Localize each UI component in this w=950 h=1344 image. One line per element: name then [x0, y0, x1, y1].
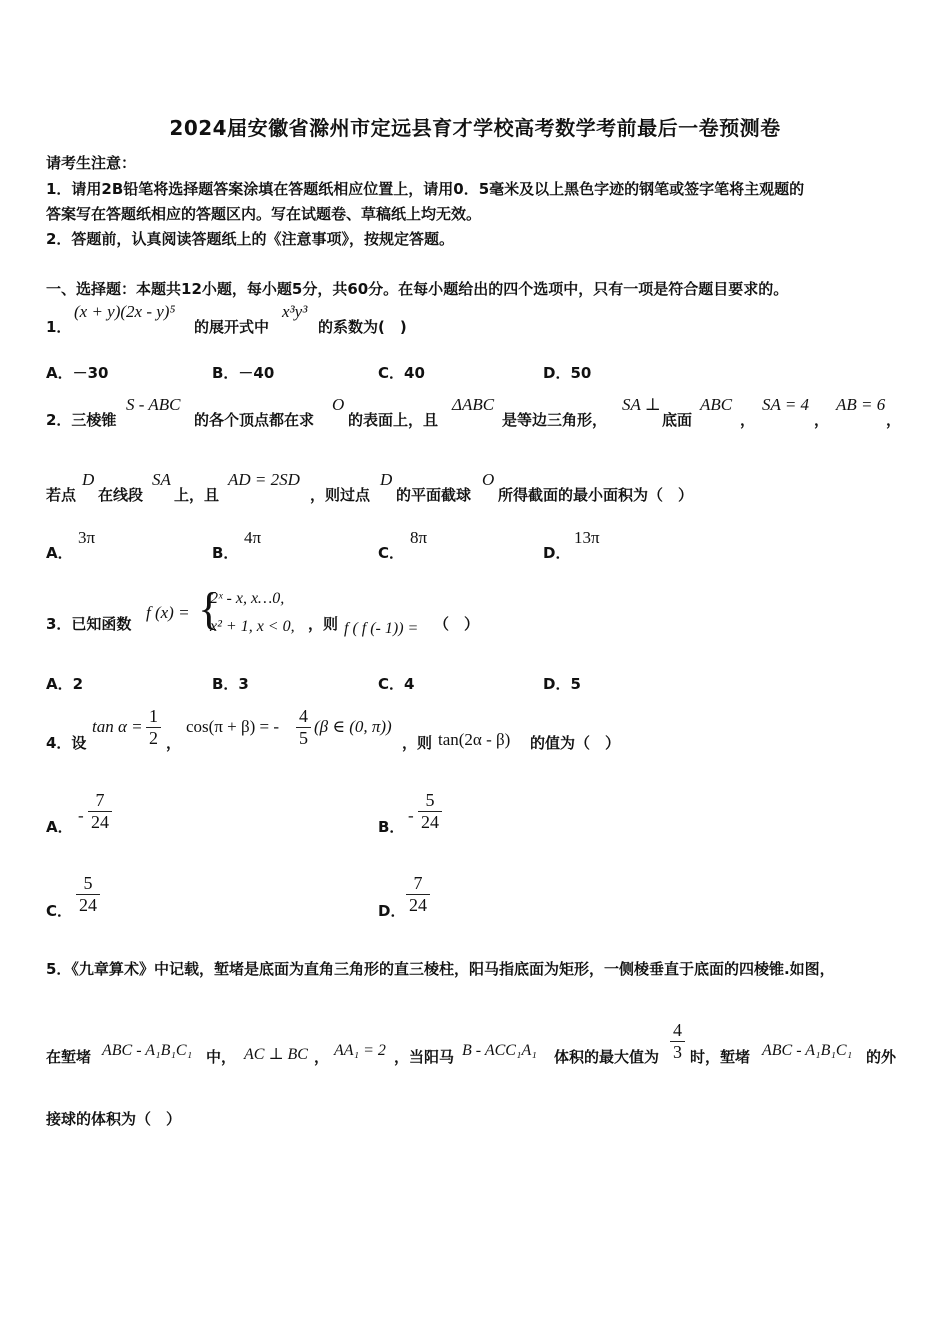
q3-case-2: x² + 1, x < 0, — [210, 618, 295, 635]
page-title: 2024届安徽省滁州市定远县育才学校高考数学考前最后一卷预测卷 — [169, 116, 781, 140]
q3-composite: f ( f (- 1)) = — [344, 620, 419, 637]
q2-comma-1: ， — [740, 411, 756, 429]
q2-line2-text-5: 的平面截球 — [396, 486, 472, 504]
q2-sa-length: SA = 4 — [762, 395, 810, 414]
q2-comma-3: ， — [886, 411, 902, 429]
q2-sphere-2: O — [482, 470, 495, 489]
q4-option-c-numerator: 5 — [83, 873, 93, 893]
q5-comma: ， — [314, 1048, 330, 1066]
q2-option-a-value: 3π — [78, 528, 96, 547]
q2-option-c: C． — [378, 544, 405, 562]
q2-segment: SA — [152, 470, 171, 489]
q2-sphere: O — [332, 395, 345, 414]
q2-point-d-2: D — [380, 470, 393, 489]
q3-number: 3．已知函数 — [46, 615, 132, 633]
q5-volume-fraction — [670, 1020, 685, 1063]
q2-triangle: ΔABC — [452, 395, 495, 414]
q2-option-b-value: 4π — [244, 528, 262, 547]
q1-option-b: B．－40 — [212, 364, 275, 382]
q4-then: ，则 — [402, 734, 433, 752]
q1-expression: (x + y)(2x - y)⁵ — [74, 302, 176, 321]
q2-text-2: 的表面上，且 — [348, 411, 439, 429]
q5-line2-text-5: 时，堑堵 — [690, 1048, 751, 1066]
q4-number: 4．设 — [46, 734, 87, 752]
q2-option-b: B． — [212, 544, 239, 562]
q4-tan-numerator: 1 — [149, 706, 158, 726]
q2-ratio: AD = 2SD — [228, 470, 300, 489]
q4-option-d-numerator: 7 — [413, 873, 423, 893]
q4-tan: tan α = — [92, 717, 143, 736]
q4-option-b-denominator: 24 — [418, 811, 442, 833]
q4-comma: ， — [166, 734, 182, 752]
q4-expression: tan(2α - β) — [438, 730, 511, 749]
q4-cos-fraction — [296, 706, 311, 749]
q5-pyramid: B - ACC₁A₁ — [462, 1042, 537, 1059]
q3-option-a: A．2 — [46, 675, 84, 693]
q2-option-d: D． — [543, 544, 571, 562]
q5-volume-denominator: 3 — [670, 1041, 685, 1063]
q4-tan-fraction — [146, 706, 161, 749]
q4-option-c-fraction — [76, 873, 100, 916]
q4-option-a-sign: - — [78, 806, 84, 825]
q4-option-d-fraction — [406, 873, 430, 916]
q2-line2-text-1: 若点 — [46, 486, 77, 504]
q2-perp: SA ⊥ — [622, 395, 661, 414]
q4-option-b-numerator: 5 — [425, 790, 435, 810]
q4-option-a-numerator: 7 — [95, 790, 105, 810]
q3-function: f (x) = — [146, 603, 190, 622]
q5-volume-numerator: 4 — [673, 1020, 682, 1040]
q4-text: 的值为（ ） — [530, 734, 621, 752]
q4-option-d: D． — [378, 902, 406, 920]
q2-text-1: 的各个顶点都在求 — [194, 411, 315, 429]
q4-option-a-fraction — [88, 790, 112, 833]
q5-line2-text-3: ，当阳马 — [394, 1048, 455, 1066]
q3-case-1: 2ˣ - x, x…0, — [210, 590, 285, 607]
q4-option-c-denominator: 24 — [76, 894, 100, 916]
q3-option-d: D．5 — [543, 675, 581, 693]
q2-pyramid: S - ABC — [126, 395, 181, 414]
q5-line2-text-2: 中， — [206, 1048, 237, 1066]
q4-option-d-denominator: 24 — [406, 894, 430, 916]
q1-term: x³y³ — [282, 302, 308, 321]
q5-perpendicular: AC ⊥ BC — [244, 1046, 308, 1063]
q1-text-1: 的展开式中 — [194, 318, 270, 336]
q3-option-c: C．4 — [378, 675, 415, 693]
q2-line2-text-6: 所得截面的最小面积为（ ） — [498, 486, 694, 504]
q2-line2-text-4: ，则过点 — [310, 486, 371, 504]
q4-cos-numerator: 4 — [299, 706, 308, 726]
q1-option-c: C．40 — [378, 364, 425, 382]
notice-line-2: 答案写在答题纸相应的答题区内。写在试题卷、草稿纸上均无效。 — [46, 205, 482, 223]
q1-option-a: A．－30 — [46, 364, 109, 382]
q2-text-4: 底面 — [662, 411, 693, 429]
notice-line-3: 2．答题前，认真阅读答题纸上的《注意事项》，按规定答题。 — [46, 230, 454, 248]
notice-heading: 请考生注意： — [46, 154, 137, 172]
section-heading: 一、选择题：本题共12小题，每小题5分，共60分。在每小题给出的四个选项中，只有一项是符合题目要求的。 — [46, 280, 789, 298]
q4-option-b-sign: - — [408, 806, 414, 825]
q2-point-d: D — [82, 470, 95, 489]
q2-text-3: 是等边三角形， — [502, 411, 608, 429]
q4-tan-denominator: 2 — [146, 727, 161, 749]
q2-base: ABC — [700, 395, 733, 414]
q5-prism-2: ABC - A₁B₁C₁ — [762, 1042, 853, 1059]
q1-text-2: 的系数为( ) — [318, 318, 407, 336]
q5-line-1: 5．《九章算术》中记载，堑堵是底面为直角三角形的直三棱柱，阳马指底面为矩形，一侧棱垂直于底面的四棱锥.如图， — [46, 960, 835, 978]
q4-option-a-denominator: 24 — [88, 811, 112, 833]
q5-line-3: 接球的体积为（ ） — [46, 1110, 182, 1128]
q2-line2-text-3: 上，且 — [174, 486, 220, 504]
q3-brace: { — [198, 583, 221, 634]
q2-ab-length: AB = 6 — [836, 395, 886, 414]
q5-line2-text-1: 在堑堵 — [46, 1048, 92, 1066]
q4-cos: cos(π + β) = - — [186, 717, 280, 736]
q2-option-d-value: 13π — [574, 528, 600, 547]
q3-paren: （ ） — [434, 615, 480, 633]
q1-option-d: D．50 — [543, 364, 592, 382]
q5-edge-length: AA₁ = 2 — [334, 1042, 386, 1059]
q5-line2-text-6: 的外 — [866, 1048, 897, 1066]
notice-line-1: 1．请用2B铅笔将选择题答案涂填在答题纸相应位置上，请用0．5毫米及以上黑色字迹的钢笔或签字笔将主观题的 — [46, 180, 805, 198]
q2-number: 2．三棱锥 — [46, 411, 117, 429]
q4-cos-denominator: 5 — [296, 727, 311, 749]
q2-option-a: A． — [46, 544, 73, 562]
q2-option-c-value: 8π — [410, 528, 428, 547]
q5-prism: ABC - A₁B₁C₁ — [102, 1042, 193, 1059]
q4-option-a: A． — [46, 818, 73, 836]
q1-number: 1． — [46, 318, 72, 336]
q2-line2-text-2: 在线段 — [98, 486, 144, 504]
q2-comma-2: ， — [814, 411, 830, 429]
q4-option-b: B． — [378, 818, 405, 836]
q5-line2-text-4: 体积的最大值为 — [554, 1048, 660, 1066]
q4-condition: (β ∈ (0, π)) — [314, 717, 392, 736]
q3-option-b: B．3 — [212, 675, 249, 693]
q4-option-b-fraction — [418, 790, 442, 833]
q4-option-c: C． — [46, 902, 73, 920]
q3-then: ，则 — [308, 615, 339, 633]
